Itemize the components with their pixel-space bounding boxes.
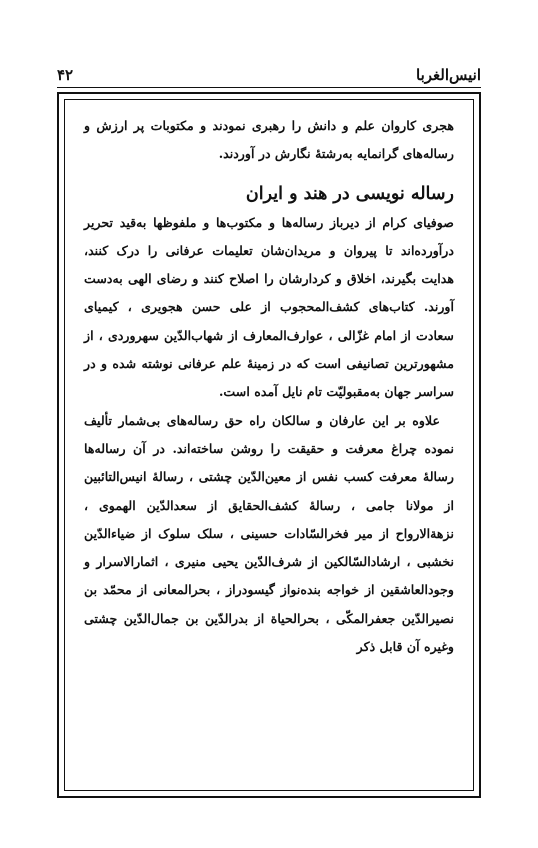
section-heading: رساله نویسی در هند و ایران — [245, 183, 454, 204]
intro-paragraph: هجری کاروان علم و دانش را رهبری نمودند و مکتوبات پر ارزش و رساله‌های گرانمایه به‌رشتهٔ نگارش در آوردند. — [84, 118, 454, 162]
paragraph-1: صوفیای کرام از دیرباز رساله‌ها و مکتوب‌ها و ملفوظها به‌قید تحریر درآورده‌اند تا پیروان و مریدان‌شان تعلیمات عرفانی را درک کنند، هدایت بگیرند، اخلاق و کردارشان را اصلاح کنند و رضای الهی به‌دست آورند. کتاب‌های کشف‌المحجوب از علی حسن هجویری ، کیمیای سعادت از امام غزّالی ، عوارف‌المعارف از شهاب‌الدّین سهروردی ، از مشهورترین تصانیفی است که در زمینهٔ علم عرفانی نوشته شده و در سراسر جهان به‌مقبولیّت تام نایل آمده است. — [84, 214, 454, 400]
paragraph-2: علاوه بر این عارفان و سالکان راه حق رساله‌های بی‌شمار تألیف نموده چراغ معرفت و حقیقت را روشن ساخته‌اند. در آن رساله‌ها رسالهٔ معرفت کسب نفس از معین‌الدّین چشتی ، رسالهٔ انیس‌التائبین از مولانا جامی ، رسالهٔ کشف‌الحقایق از سعدالدّین الهموی ، نزهةالارواح از میر فخرالسّادات حسینی ، سلک سلوک از ضیاءالدّین نخشبی ، ارشادالسّالکین از شرف‌الدّین یحیی منیری ، اثمارالاسرار و وجودالعاشقین از خواجه بنده‌نواز گیسودراز ، بحرالمعانی از محمّد بن نصیرالدّین جعفرالمکّی ، بحرالحیاة از بدرالدّین بن جمال‌الدّین چشتی وغیره آن قابل ذکر — [84, 412, 454, 655]
header-rule — [57, 87, 481, 88]
running-header — [57, 58, 481, 84]
page-number: ۴۲ — [57, 66, 74, 84]
page-body — [84, 112, 454, 782]
book-title: انیس‌الغربا — [416, 66, 481, 84]
